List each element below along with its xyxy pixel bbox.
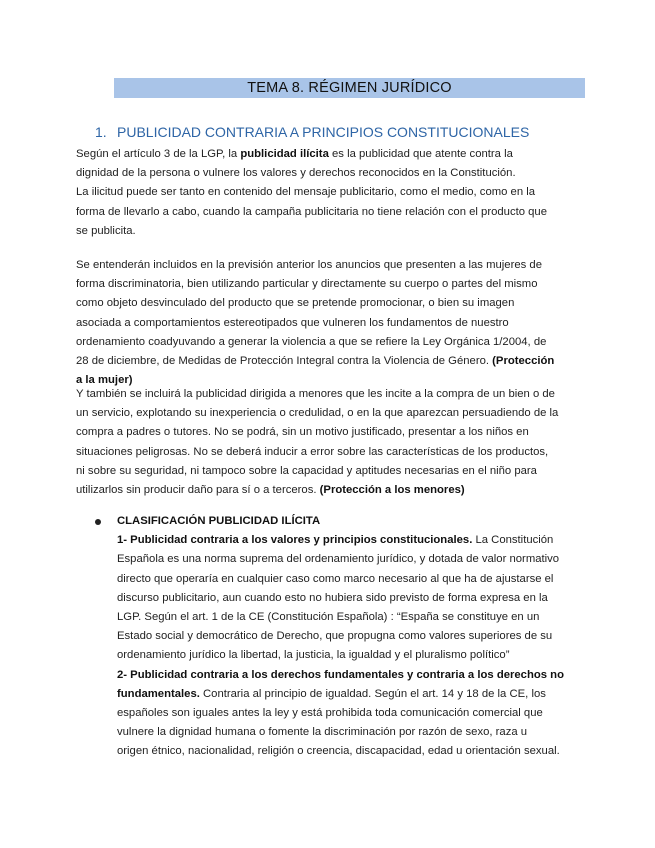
text-line: LGP. Según el art. 1 de la CE (Constitución Española) : “España se constituye en un xyxy=(117,610,540,623)
paragraph-women-protection xyxy=(76,256,576,390)
text-line: ordenamiento coadyuvando a generar la violencia a que se refiere la Ley Orgánica 1/2004, de xyxy=(76,335,547,348)
text-line: un servicio, explotando su inexperiencia o credulidad, o en la que aparezcan persuadiendo de la xyxy=(76,407,559,420)
text-line: forma de llevarlo a cabo, cuando la campaña publicitaria no tiene relación con el producto que xyxy=(76,205,547,218)
text-line: discurso publicitario, aun cuando esto no hubiera sido previsto de forma expresa en la xyxy=(117,591,548,604)
text-run: Según el artículo 3 de la LGP, la xyxy=(76,148,241,160)
document-title: TEMA 8. RÉGIMEN JURÍDICO xyxy=(114,78,585,98)
text-line: origen étnico, nacionalidad, religión o creencia, discapacidad, edad u orientación sexual. xyxy=(117,745,560,758)
text-line: dignidad de la persona o vulnere los valores y derechos reconocidos en la Constitución. xyxy=(76,167,516,180)
text-line: La ilicitud puede ser tanto en contenido del mensaje publicitario, como el medio, como en la xyxy=(76,186,536,199)
text-line: compra a padres o tutores. No se podrá, sin un motivo justificado, presentar a los niños en xyxy=(76,426,529,439)
text-line: forma discriminatoria, bien utilizando particular y directamente su cuerpo o partes del mismo xyxy=(76,278,538,291)
bold-term: (Protección xyxy=(492,354,555,367)
bold-term: (Protección a los menores) xyxy=(319,483,465,496)
text-line: situaciones peligrosas. No se deberá inducir a error sobre las características de los productos, xyxy=(76,445,549,458)
text-run: La Constitución xyxy=(472,534,554,547)
text-line: Se entenderán incluidos en la previsión anterior los anuncios que presenten a las mujeres de xyxy=(76,259,542,271)
text-line: Española es una norma suprema del ordenamiento jurídico, y dotada de valor normativo xyxy=(117,553,560,566)
text-line: ni sobre su seguridad, ni tampoco sobre la capacidad y aptitudes necesarias en el niño para xyxy=(76,464,537,477)
text-line: ordenamiento jurídico la libertad, la justicia, la igualdad y el pluralismo político” xyxy=(117,649,510,662)
paragraph-minors-protection xyxy=(76,385,576,500)
classification-list xyxy=(117,512,587,761)
bold-term: a la mujer) xyxy=(76,374,133,387)
text-run: utilizarlos sin producir daño para sí o a terceros. xyxy=(76,483,320,496)
text-line: asociada a comportamientos estereotipados que vulneren los fundamentos de nuestro xyxy=(76,316,509,329)
section-heading-text: PUBLICIDAD CONTRARIA A PRINCIPIOS CONSTITUCIONALES xyxy=(117,124,530,140)
bold-term: 2- Publicidad contraria a los derechos fundamentales y contraria a los derechos no xyxy=(117,668,564,681)
bold-term: fundamentales. xyxy=(117,687,200,700)
bold-term: publicidad ilícita xyxy=(240,148,329,160)
text-line: como objeto desvinculado del producto que se pretende promocionar, o bien su imagen xyxy=(76,297,515,310)
text-line: españoles son iguales antes la ley y está prohibida toda comunicación comercial que xyxy=(117,706,543,719)
section-heading xyxy=(95,122,615,142)
text-line: Y también se incluirá la publicidad dirigida a menores que les incite a la compra de un bien o de xyxy=(76,388,555,400)
text-run: es la publicidad que atente contra la xyxy=(328,148,513,160)
classification-heading: CLASIFICACIÓN PUBLICIDAD ILÍCITA xyxy=(117,515,321,527)
text-run: 28 de diciembre, de Medidas de Protección Integral contra la Violencia de Género. xyxy=(76,354,493,367)
text-line: Estado social y democrático de Derecho, que propugna como valores superiores de su xyxy=(117,630,553,643)
text-line: directo que operaría en cualquier caso como marco necesario al que ha de ajustarse el xyxy=(117,572,554,585)
paragraph-illicit-advertising xyxy=(76,145,576,241)
text-run: Contraria al principio de igualdad. Según el art. 14 y 18 de la CE, los xyxy=(199,687,546,700)
text-line: se publicita. xyxy=(76,224,136,237)
bold-term: 1- Publicidad contraria a los valores y principios constitucionales. xyxy=(117,534,473,547)
section-number: 1. xyxy=(95,124,107,140)
bullet-icon xyxy=(95,519,101,525)
text-line: vulnere la dignidad humana o fomente la discriminación por razón de sexo, raza u xyxy=(117,726,528,739)
